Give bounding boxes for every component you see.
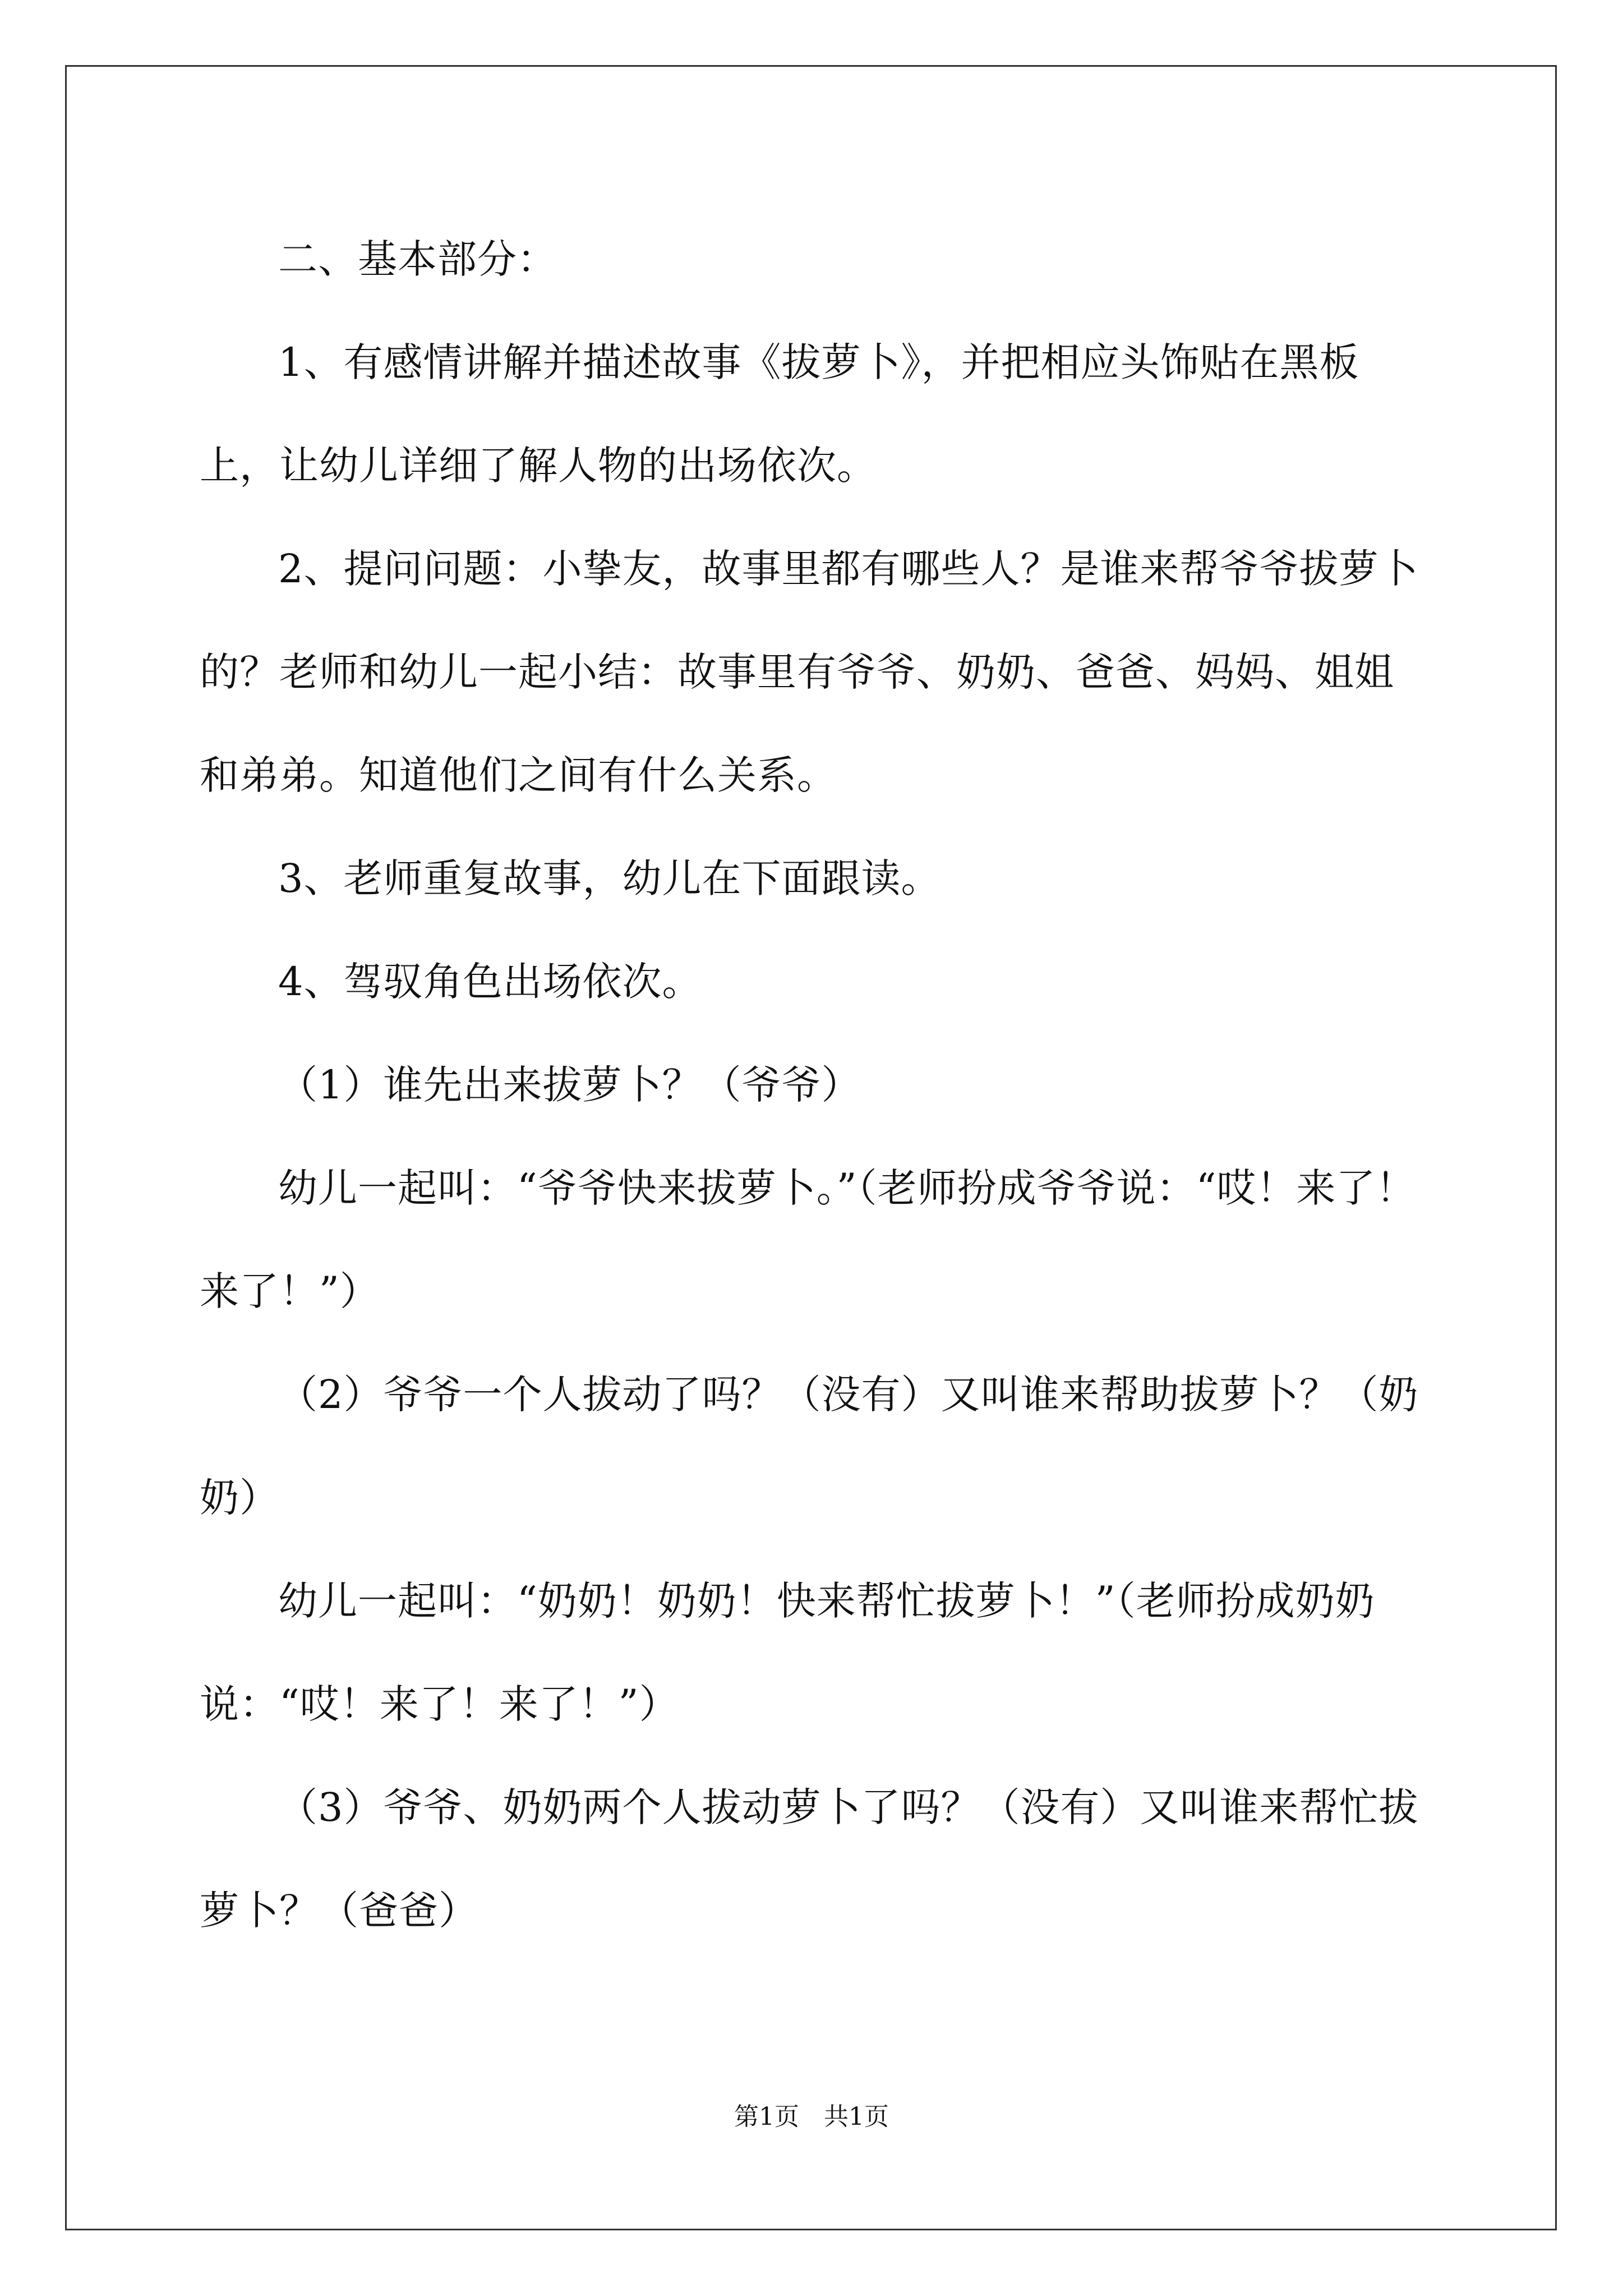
paragraph-9: （3）爷爷、奶奶两个人拔动萝卜了吗？（没有）又叫谁来帮忙拔萝卜？（爸爸） (200, 1784, 1419, 1934)
paragraph-7: （2）爷爷一个人拔动了吗？（没有）又叫谁来帮助拔萝卜？（奶奶） (200, 1372, 1419, 1521)
paragraph-3: 3、老师重复故事，幼儿在下面跟读。 (278, 855, 941, 901)
paragraph-4: 4、驾驭角色出场依次。 (278, 959, 702, 1005)
page-footer: 第1页 共1页 (734, 2102, 889, 2131)
paragraph-2: 2、提问问题：小挚友，故事里都有哪些人？是谁来帮爷爷拔萝卜的？老师和幼儿一起小结：故事里有爷爷、奶奶、爸爸、妈妈、姐姐和弟弟。知道他们之间有什么关系。 (200, 546, 1419, 798)
paragraph-6: 幼儿一起叫：“爷爷快来拔萝卜。”（老师扮成爷爷说：“哎！来了！来了！”） (200, 1165, 1416, 1314)
paragraph-5: （1）谁先出来拔萝卜？（爷爷） (278, 1062, 861, 1108)
section-heading: 二、基本部分： (278, 236, 557, 282)
paragraph-1: 1、有感情讲解并描述故事《拔萝卜》，并把相应头饰贴在黑板上，让幼儿详细了解人物的出场依次。 (200, 339, 1359, 489)
paragraph-8: 幼儿一起叫：“奶奶！奶奶！快来帮忙拔萝卜！”（老师扮成奶奶说：“哎！来了！来了！”） (200, 1578, 1375, 1727)
